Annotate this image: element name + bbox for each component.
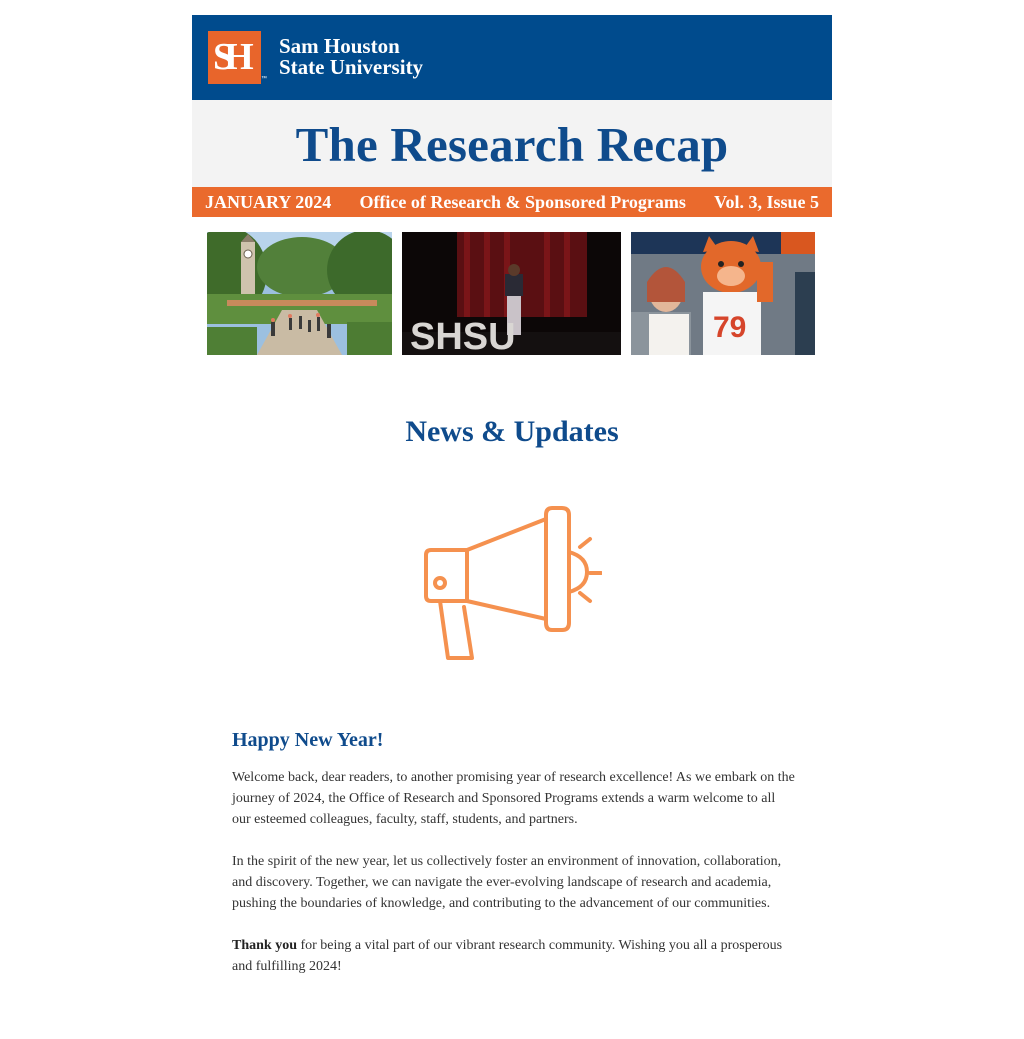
article <box>232 727 797 977</box>
photo-row <box>192 232 832 355</box>
article-paragraph-3-text: for being a vital part of our vibrant research community. Wishing you all a prosperous and fulfilling 2024! <box>232 938 783 974</box>
campus-photo[interactable] <box>207 232 392 355</box>
stage-photo[interactable] <box>402 232 621 355</box>
shsu-logo[interactable] <box>208 31 261 84</box>
office-name: Office of Research & Sponsored Programs <box>359 191 686 212</box>
university-name-line1: Sam Houston <box>279 34 400 58</box>
svg-text:79: 79 <box>713 311 747 344</box>
title-band <box>192 100 832 187</box>
issue-strip <box>192 187 832 217</box>
newsletter <box>192 15 832 977</box>
stage-letters: SHSU <box>410 316 516 355</box>
brand-header <box>192 15 832 100</box>
logo-trademark: ™ <box>261 76 267 82</box>
article-paragraph-3 <box>232 935 797 977</box>
newsletter-title: The Research Recap <box>295 117 729 172</box>
thank-you-emphasis: Thank you <box>232 938 297 953</box>
article-title: Happy New Year! <box>232 729 384 751</box>
university-name <box>279 36 423 78</box>
logo-letters: SH <box>213 36 244 78</box>
issue-date: JANUARY 2024 <box>205 191 332 212</box>
megaphone-icon <box>422 505 602 665</box>
article-paragraph-2: In the spirit of the new year, let us collectively foster an environment of innovation, collaboration, and discovery. Together, we can navigate the ever-evolving landscape of research and academia, pushing the boundaries of knowledge, and contributing to the advancement of our communities. <box>232 854 782 911</box>
issue-volume: Vol. 3, Issue 5 <box>714 191 819 212</box>
university-name-line2: State University <box>279 55 424 79</box>
article-paragraph-1: Welcome back, dear readers, to another promising year of research excellence! As we embark on the journey of 2024, the Office of Research and Sponsored Programs extends a warm welcome to all our esteemed colleagues, faculty, staff, students, and partners. <box>232 770 795 827</box>
mascot-photo[interactable] <box>631 232 815 355</box>
section-heading: News & Updates <box>405 415 619 448</box>
